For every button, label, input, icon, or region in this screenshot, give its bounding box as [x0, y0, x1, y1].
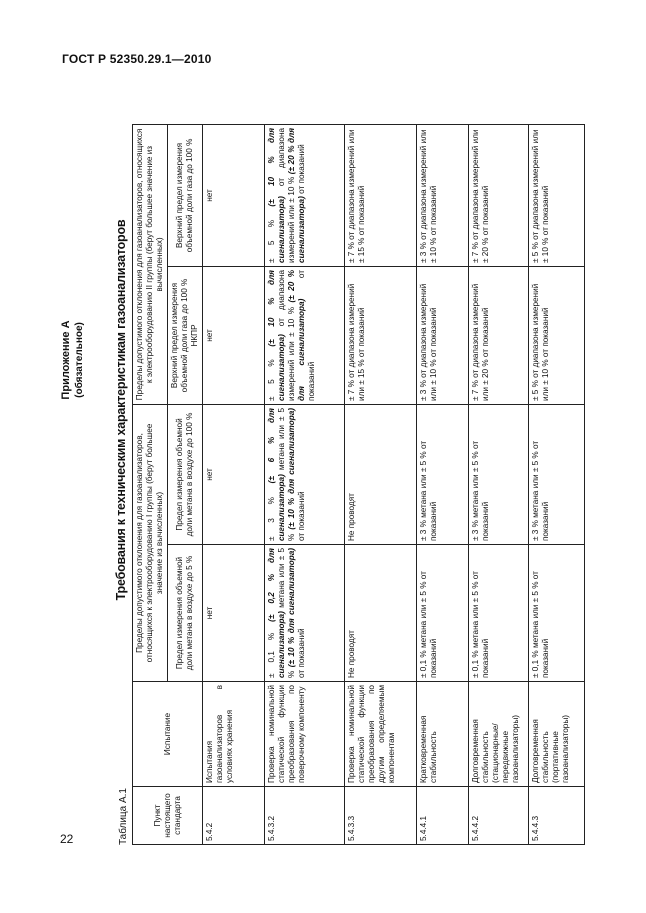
test-cell: Проверка номинальной статической функции преобразования по поверочному компоненту	[265, 682, 345, 787]
value-text: ± 5 %	[267, 219, 276, 263]
clause-cell: 5.4.3.3	[345, 787, 417, 845]
value-cell: ± 5 % от диапазона измерений или ± 10 % от показаний	[529, 266, 585, 404]
value-cell: ± 3 % метана или ± 5 % от показаний	[469, 404, 529, 544]
value-cell: нет	[203, 266, 265, 404]
value-text: от диапазона измерений или ± 10 %	[277, 127, 296, 263]
value-cell	[265, 545, 345, 682]
value-cell: ± 5 % от диапазона измерений или ± 10 % от показаний	[529, 124, 585, 266]
table-row	[417, 124, 469, 844]
signaler-note: (± 10 % для сигнализатора)	[267, 127, 286, 263]
requirements-table	[132, 124, 585, 845]
header-clause: Пункт настоящего стандарта	[133, 787, 203, 845]
clause-cell: 5.4.4.1	[417, 787, 469, 845]
table-row	[345, 124, 417, 844]
appendix-heading	[60, 260, 86, 460]
signaler-note: (± 20 % для сигнализатора)	[287, 127, 306, 263]
value-text: метана или ± 5 %	[277, 407, 296, 541]
signaler-note: (± 10 % для сигнализатора)	[287, 407, 296, 530]
table-row	[203, 124, 265, 844]
page-number: 22	[60, 832, 74, 846]
clause-cell: 5.4.4.3	[529, 787, 585, 845]
appendix-title: Приложение А	[60, 320, 72, 400]
section-title: Требования к техническим характеристикам газоанализаторов	[114, 219, 128, 601]
signaler-note: (± 6 % для сигнализатора)	[267, 407, 286, 541]
value-cell: ± 0,1 % метана или ± 5 % от показаний	[529, 545, 585, 682]
table-row	[529, 124, 585, 844]
table-label: Таблица А.1	[118, 788, 129, 845]
value-text: от показаний	[297, 628, 306, 678]
header-group2: Пределы допустимого отклонения для газоанализаторов, относящихся к электрооборудованию II группы (берут большее значение из вычисленных)	[133, 124, 168, 404]
value-cell: ± 7 % от диапазона измерений или ± 15 % от показаний	[345, 124, 417, 266]
test-cell: Проверка номинальной статической функции преобразования по другим определяемым компонентам	[345, 682, 417, 787]
value-text: от диапазона измерений или ± 10 %	[277, 269, 296, 401]
value-text: от показаний	[297, 144, 306, 194]
value-text: от показаний	[297, 491, 306, 541]
clause-cell: 5.4.3.2	[265, 787, 345, 845]
value-cell: нет	[203, 404, 265, 544]
value-text: метана или ± 5 %	[277, 548, 296, 678]
value-cell: ± 7 % от диапазона измерений или ± 15 % от показаний	[345, 266, 417, 404]
value-cell	[265, 404, 345, 544]
value-cell: ± 0,1 % метана или ± 5 % от показаний	[469, 545, 529, 682]
appendix-status: (обязательное)	[74, 322, 85, 398]
value-cell	[265, 124, 345, 266]
value-text: ± 0,1 %	[267, 632, 276, 678]
table-header-row-1	[133, 124, 168, 844]
test-cell: Кратковременная стабильность	[417, 682, 469, 787]
value-cell: Не проводят	[345, 545, 417, 682]
value-cell: ± 7 % от диапазона измерений или ± 20 % от показаний	[469, 266, 529, 404]
table-row	[469, 124, 529, 844]
test-cell: Долговременная стабильность (портативные газоанализаторы)	[529, 682, 585, 787]
value-cell: ± 0,1 % метана или ± 5 % от показаний	[417, 545, 469, 682]
signaler-note: (± 10 % для сигнализатора)	[267, 269, 286, 401]
clause-cell: 5.4.2	[203, 787, 265, 845]
test-cell: Долговременная стабильность (стационарные/передвижные газоанализаторы)	[469, 682, 529, 787]
value-cell: ± 3 % от диапазона измерений или ± 10 % от показаний	[417, 124, 469, 266]
value-cell: нет	[203, 124, 265, 266]
value-cell: ± 3 % метана или ± 5 % от показаний	[417, 404, 469, 544]
value-cell: ± 3 % от диапазона измерений или ± 10 % от показаний	[417, 266, 469, 404]
header-g1-col2: Предел измерения объемной доли метана в воздухе до 100 %	[168, 404, 203, 544]
header-g2-col2: Верхний предел измерения объемной доли газа до 100 %	[168, 124, 203, 266]
value-cell: ± 7 % от диапазона измерений или ± 20 % от показаний	[469, 124, 529, 266]
signaler-note: (± 0,2 % для сигнализатора)	[267, 548, 286, 678]
header-g2-col1: Верхний предел измерения объемной доли газа до 100 % НКПР	[168, 266, 203, 404]
value-cell	[265, 266, 345, 404]
value-text: ± 5 %	[267, 359, 276, 401]
test-cell: Испытания газоанализаторов в условиях хранения	[203, 682, 265, 787]
rotated-table-block	[60, 125, 620, 845]
header-test: Испытание	[133, 682, 203, 787]
value-text: ± 3 %	[267, 497, 276, 541]
value-cell: нет	[203, 545, 265, 682]
signaler-note: (± 10 % для сигнализатора)	[287, 548, 296, 668]
clause-cell: 5.4.4.2	[469, 787, 529, 845]
table-row	[265, 124, 345, 844]
header-group1: Пределы допустимого отклонения для газоанализаторов, относящихся к электрооборудованию I группы (берут большее значение из вычисленных)	[133, 404, 168, 681]
signaler-note: (± 20 % для сигнализатора)	[287, 270, 306, 401]
value-cell: ± 3 % метана или ± 5 % от показаний	[529, 404, 585, 544]
value-text: от показаний	[297, 269, 316, 401]
document-header: ГОСТ Р 52350.29.1—2010	[62, 52, 212, 66]
value-cell: Не проводят	[345, 404, 417, 544]
header-g1-col1: Предел измерения объемной доли метана в воздухе до 5 %	[168, 545, 203, 682]
